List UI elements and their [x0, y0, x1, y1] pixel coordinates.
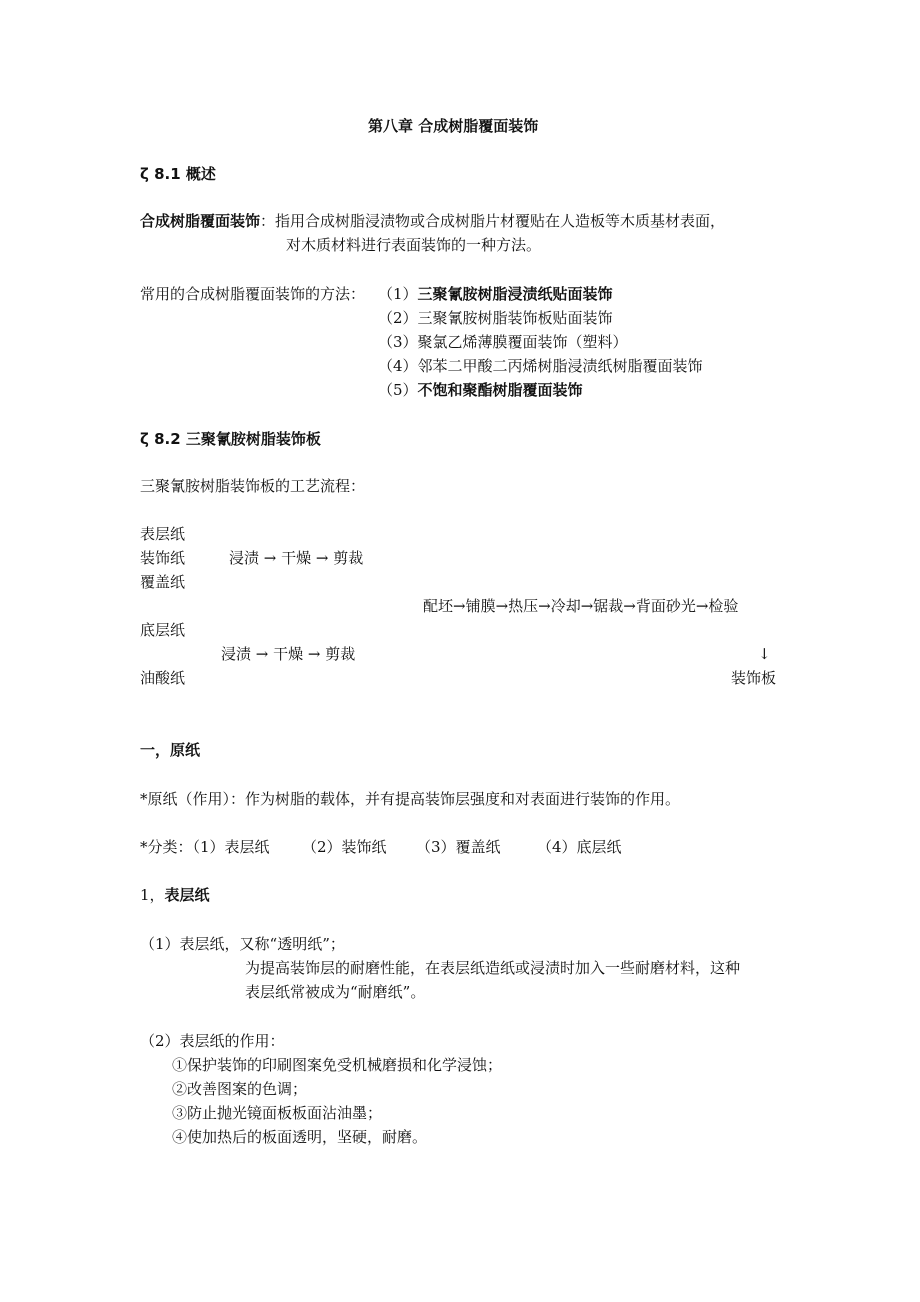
- subsection-title: 表层纸: [164, 886, 210, 904]
- flow-paper-decor: 装饰纸: [140, 549, 186, 567]
- method-text: 聚氯乙烯薄膜覆面装饰（塑料）: [417, 333, 628, 351]
- chapter-title: 第八章 合成树脂覆面装饰: [368, 117, 539, 135]
- method-item-4: [378, 356, 703, 376]
- category-3: （3）覆盖纸: [416, 838, 501, 856]
- method-number: （3）: [378, 333, 418, 351]
- flow-steps-top: 浸渍 → 干燥 → 剪裁: [229, 549, 364, 567]
- flow-paper-oleic: 油酸纸: [140, 669, 186, 687]
- category-4: （4）底层纸: [537, 838, 622, 856]
- method-text: 邻苯二甲酸二丙烯树脂浸渍纸树脂覆面装饰: [417, 357, 703, 375]
- part-1-heading: 一，原纸: [140, 741, 201, 759]
- flow-product: 装饰板: [731, 669, 777, 687]
- flow-main-process: 配坯→铺膜→热压→冷却→锯裁→背面砂光→检验: [423, 597, 739, 615]
- function-item-4: ④使加热后的板面透明，坚硬，耐磨。: [172, 1128, 428, 1146]
- definition-line-2: 对木质材料进行表面装饰的一种方法。: [286, 236, 542, 254]
- definition-line-1: [140, 211, 725, 231]
- method-item-5: [378, 380, 583, 400]
- flow-paper-cover: 覆盖纸: [140, 573, 186, 591]
- down-arrow-icon: ↓: [758, 645, 771, 663]
- method-number: （5）: [378, 381, 418, 399]
- surface-paper-line-3: 表层纸常被成为“耐磨纸”。: [245, 983, 426, 1001]
- definition-text: ：指用合成树脂浸渍物或合成树脂片材覆贴在人造板等木质基材表面，: [260, 212, 726, 230]
- subsection-1-heading: [140, 885, 210, 905]
- method-number: （2）: [378, 309, 418, 327]
- method-text: 三聚氰胺树脂浸渍纸贴面装饰: [417, 285, 613, 303]
- function-item-3: ③防止抛光镜面板板面沾油墨；: [172, 1104, 383, 1122]
- subsection-number: 1，: [140, 886, 165, 904]
- category-2: （2）装饰纸: [302, 838, 387, 856]
- method-item-3: [378, 332, 628, 352]
- method-item-2: [378, 308, 613, 328]
- section-8-2-heading: ζ 8.2 三聚氰胺树脂装饰板: [140, 430, 321, 448]
- base-paper-role: *原纸（作用）：作为树脂的载体，并有提高装饰层强度和对表面进行装饰的作用。: [140, 790, 681, 808]
- section-8-1-heading: ζ 8.1 概述: [140, 165, 216, 183]
- methods-intro: 常用的合成树脂覆面装饰的方法：: [140, 285, 366, 303]
- method-item-1: [378, 284, 613, 304]
- method-number: （1）: [378, 285, 418, 303]
- method-text: 三聚氰胺树脂装饰板贴面装饰: [417, 309, 613, 327]
- function-item-1: ①保护装饰的印刷图案免受机械磨损和化学浸蚀；: [172, 1056, 503, 1074]
- function-title: （2）表层纸的作用：: [140, 1032, 285, 1050]
- process-intro: 三聚氰胺树脂装饰板的工艺流程：: [140, 477, 366, 495]
- flow-paper-surface: 表层纸: [140, 525, 186, 543]
- function-item-2: ②改善图案的色调；: [172, 1080, 308, 1098]
- flow-paper-base: 底层纸: [140, 621, 186, 639]
- method-text: 不饱和聚酯树脂覆面装饰: [417, 381, 583, 399]
- surface-paper-line-1: （1）表层纸，又称“透明纸”；: [140, 935, 345, 953]
- definition-term: 合成树脂覆面装饰: [140, 212, 261, 230]
- flow-steps-bottom: 浸渍 → 干燥 → 剪裁: [221, 645, 356, 663]
- surface-paper-line-2: 为提高装饰层的耐磨性能，在表层纸造纸或浸渍时加入一些耐磨材料，这种: [245, 959, 741, 977]
- method-number: （4）: [378, 357, 418, 375]
- category-1: *分类：（1）表层纸: [140, 838, 270, 856]
